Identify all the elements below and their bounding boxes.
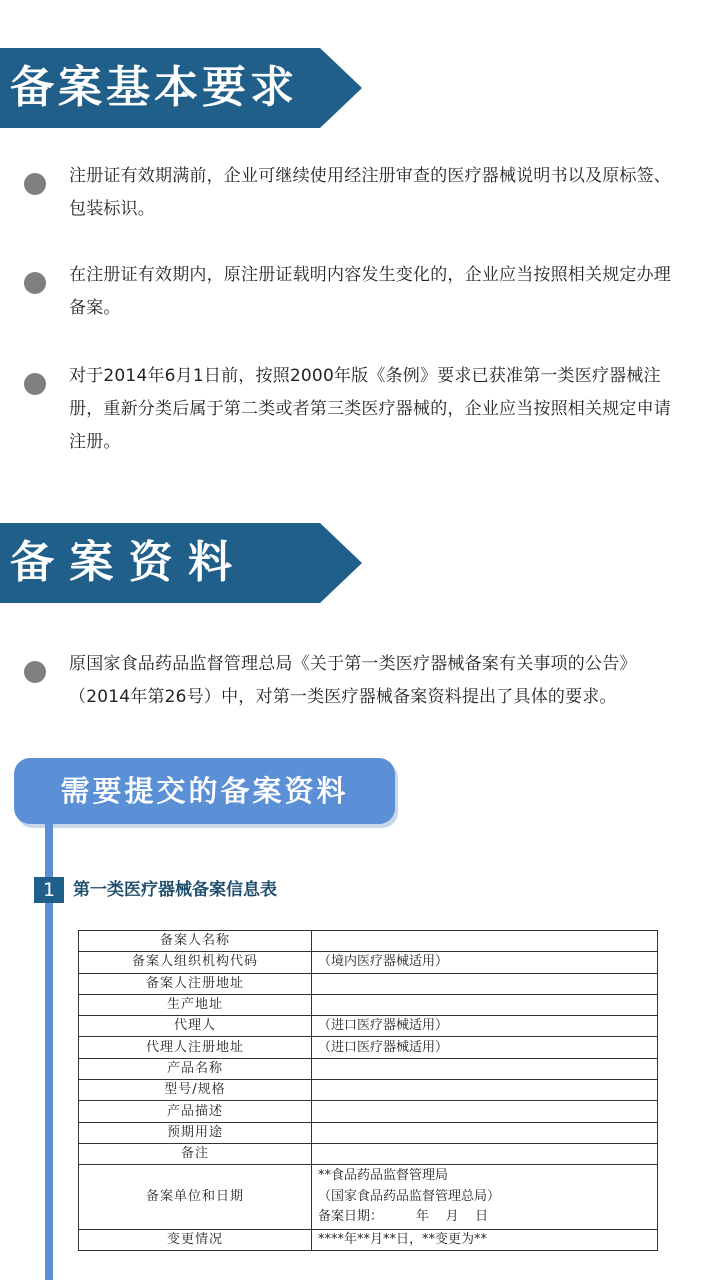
row-label: 生产地址: [79, 994, 312, 1015]
submit-materials-heading: [14, 758, 395, 824]
table-row: [79, 931, 658, 952]
bullet-dot-icon: [24, 661, 46, 683]
table-row: [79, 952, 658, 973]
row-label: 备案单位和日期: [79, 1165, 312, 1230]
table-row: [79, 1143, 658, 1164]
row-label: 预期用途: [79, 1122, 312, 1143]
row-label: 代理人注册地址: [79, 1037, 312, 1058]
table-row: [79, 1122, 658, 1143]
submit-materials-title: 需要提交的备案资料: [60, 774, 349, 808]
row-value: [312, 931, 658, 952]
table-row: [79, 1101, 658, 1122]
row-label: 备案人组织机构代码: [79, 952, 312, 973]
section-banner-requirements: [0, 48, 362, 128]
change-value: ****年**月**日，**变更为**: [312, 1229, 658, 1250]
requirement-text: 在注册证有效期内，原注册证载明内容发生变化的，企业应当按照相关规定办理备案。: [69, 265, 671, 318]
row-value: （进口医疗器械适用）: [312, 1037, 658, 1058]
row-value: [312, 1122, 658, 1143]
requirement-text: 对于2014年6月1日前，按照2000年版《条例》要求已获准第一类医疗器械注册，重新分类后属于第二类或者第三类医疗器械的，企业应当按照相关规定申请注册。: [69, 366, 671, 452]
requirement-text: 注册证有效期满前，企业可继续使用经注册审查的医疗器械说明书以及原标签、包装标识。: [69, 166, 671, 219]
section-title-materials: 备 案 资 料: [10, 537, 232, 588]
row-label: 产品名称: [79, 1058, 312, 1079]
table-row: [79, 1058, 658, 1079]
row-label: 产品描述: [79, 1101, 312, 1122]
row-label: 型号/规格: [79, 1080, 312, 1101]
table-row: [79, 1229, 658, 1250]
row-value: [312, 973, 658, 994]
table-row: [79, 1037, 658, 1058]
row-value: [312, 994, 658, 1015]
bullet-dot-icon: [24, 272, 46, 294]
unit-line: **食品药品监督管理局: [318, 1168, 449, 1184]
unit-line: （国家食品药品监督管理总局）: [318, 1188, 501, 1204]
row-label: 代理人: [79, 1016, 312, 1037]
unit-date-value: [312, 1165, 658, 1230]
form-title: 第一类医疗器械备案信息表: [73, 880, 277, 900]
table-row: [79, 1165, 658, 1230]
row-label: 变更情况: [79, 1229, 312, 1250]
row-label: 备注: [79, 1143, 312, 1164]
bullet-dot-icon: [24, 373, 46, 395]
section-title-requirements: 备案基本要求: [10, 62, 298, 113]
table-row: [79, 973, 658, 994]
row-value: [312, 1101, 658, 1122]
row-value: （境内医疗器械适用）: [312, 952, 658, 973]
bullet-dot-icon: [24, 173, 46, 195]
table-row: [79, 1080, 658, 1101]
filing-date-line: 备案日期： 年 月 日: [318, 1209, 489, 1225]
row-value: [312, 1058, 658, 1079]
materials-intro-text: 原国家食品药品监督管理总局《关于第一类医疗器械备案有关事项的公告》（2014年第26号）中，对第一类医疗器械备案资料提出了具体的要求。: [69, 654, 637, 707]
row-label: 备案人名称: [79, 931, 312, 952]
row-value: [312, 1080, 658, 1101]
filing-info-table: [78, 930, 658, 1251]
section-banner-materials: [0, 523, 362, 603]
row-label: 备案人注册地址: [79, 973, 312, 994]
table-row: [79, 1016, 658, 1037]
table-row: [79, 994, 658, 1015]
row-value: [312, 1143, 658, 1164]
item-number-badge: 1: [34, 877, 64, 903]
row-value: （进口医疗器械适用）: [312, 1016, 658, 1037]
